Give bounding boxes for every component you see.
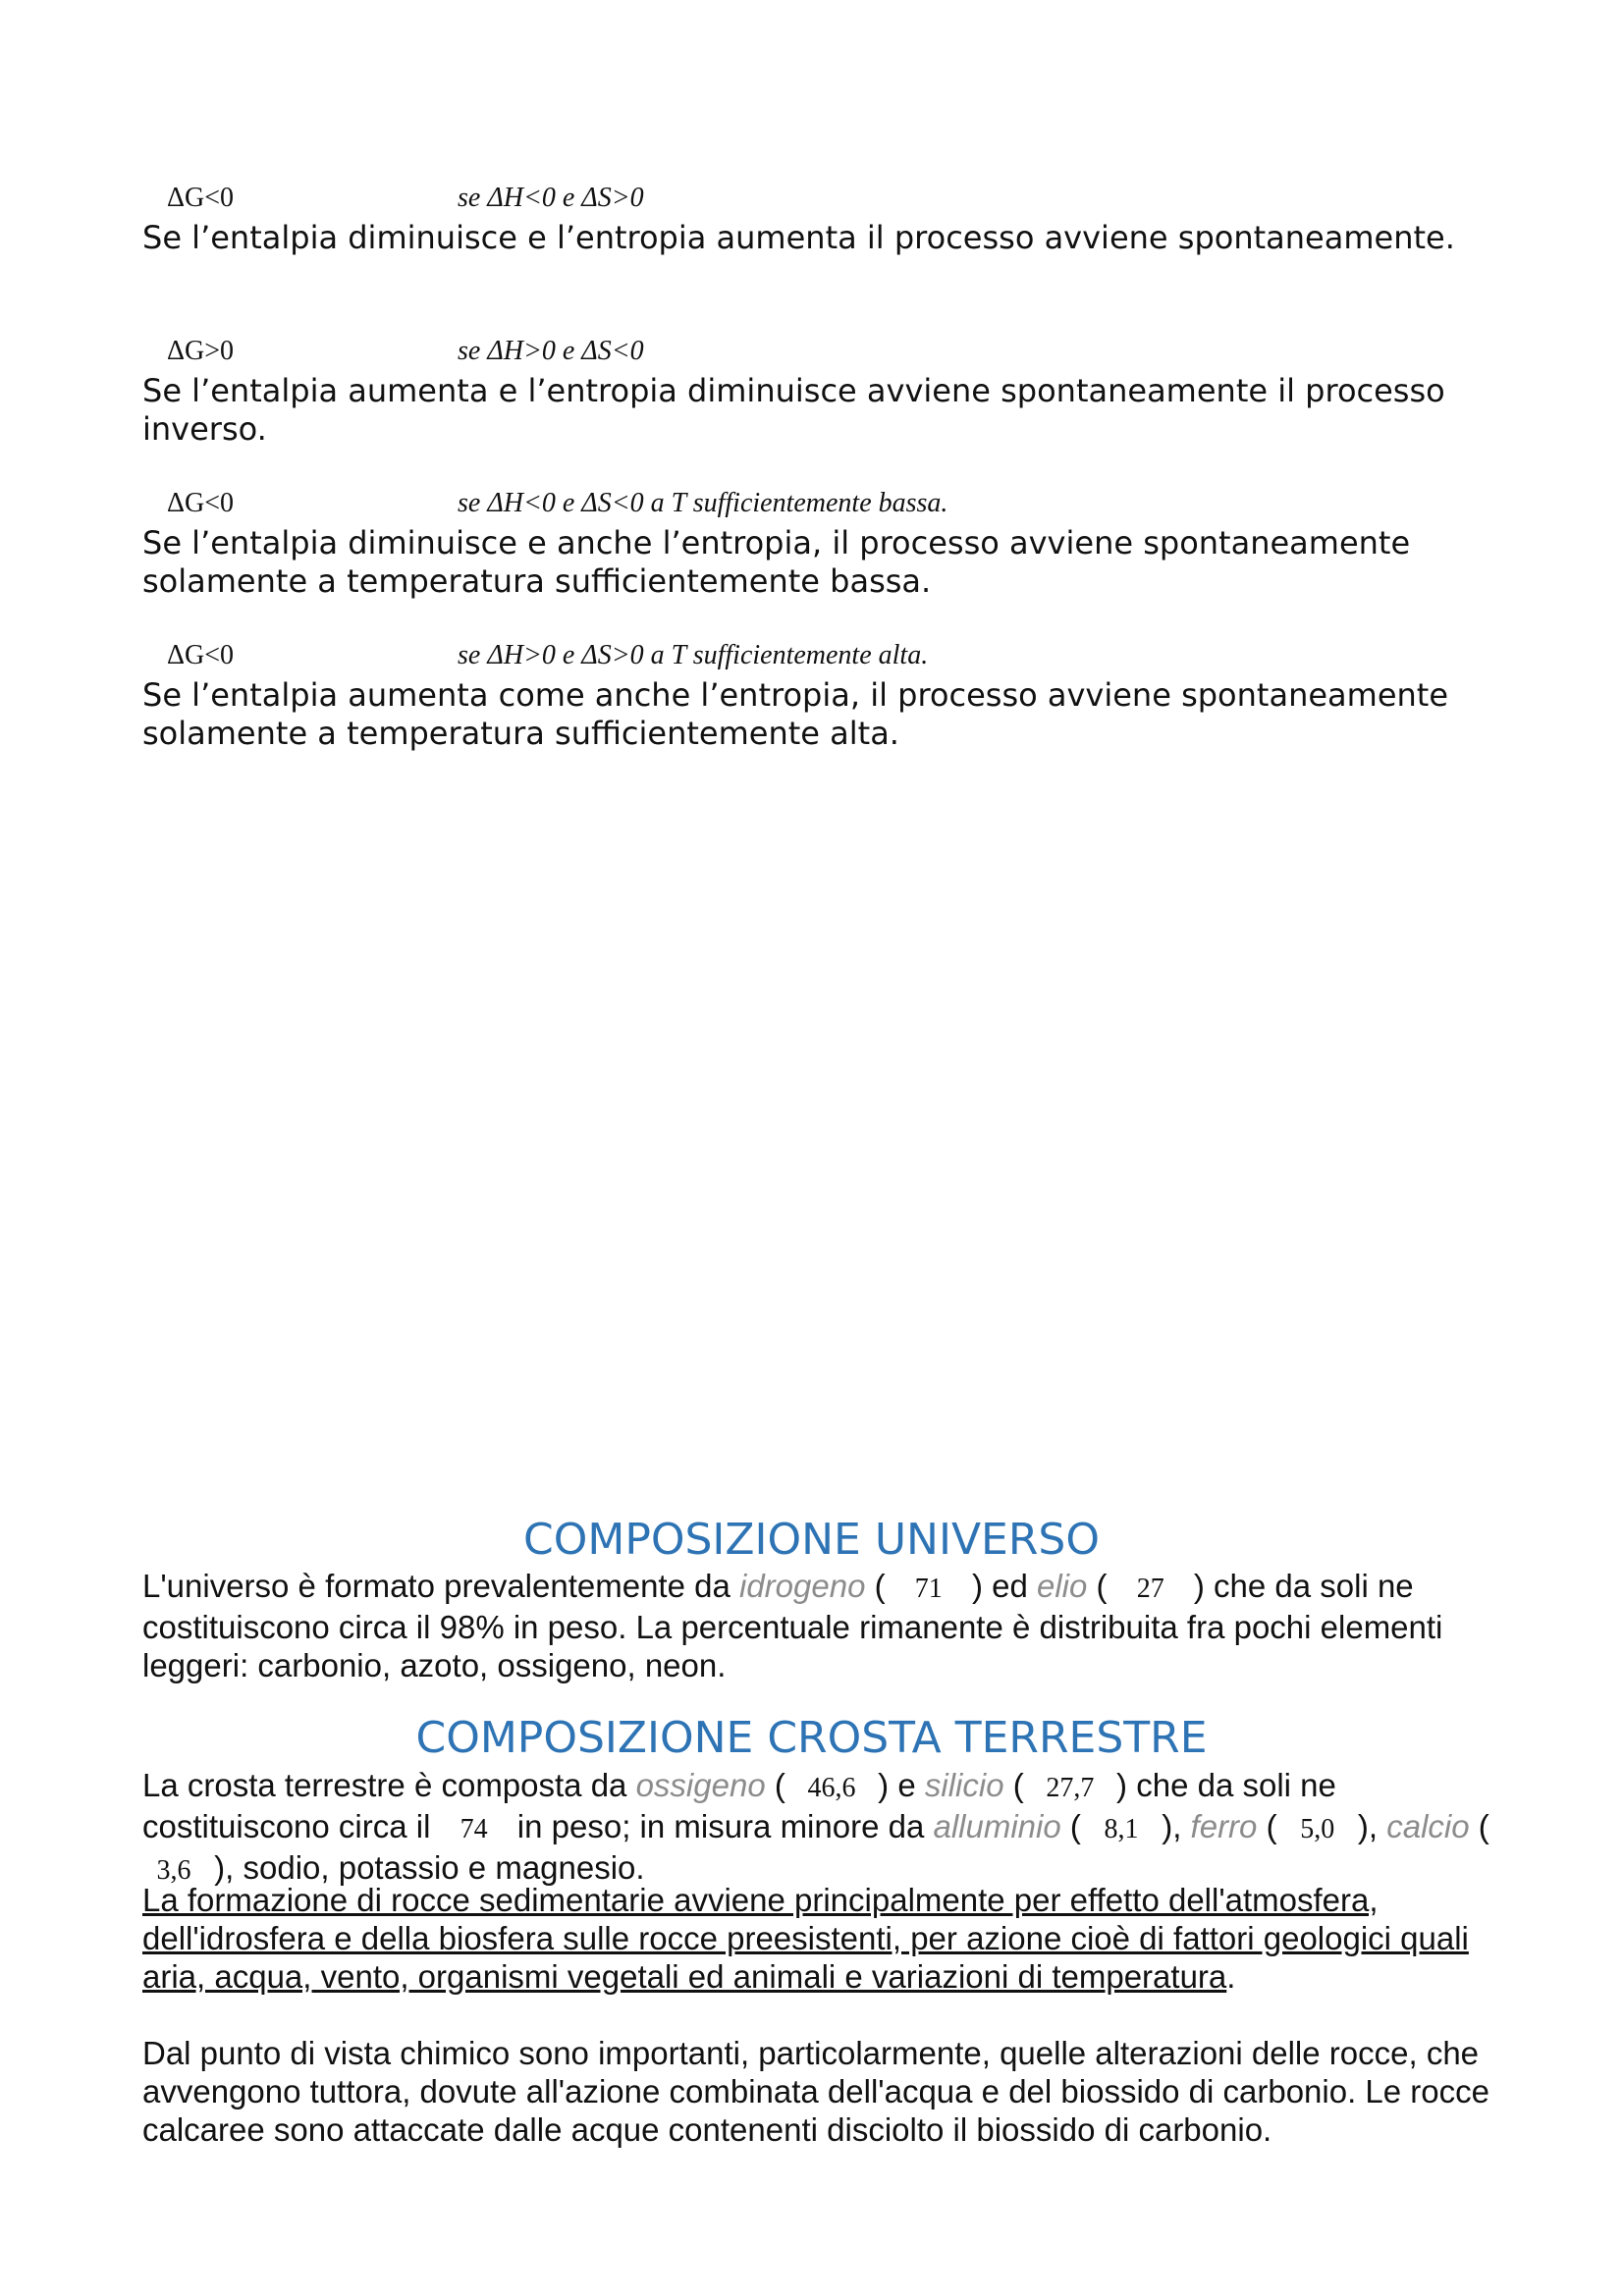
element-silicio: silicio — [924, 1767, 1004, 1803]
formula-rhs: se ΔH>0 e ΔS<0 — [458, 336, 644, 366]
condition-text: Se l’entalpia diminuisce e l’entropia aumenta il processo avviene spontaneamente. — [142, 219, 1455, 256]
element-elio: elio — [1036, 1568, 1088, 1604]
element-ferro: ferro — [1190, 1808, 1258, 1844]
value-total: 74 — [460, 1814, 488, 1844]
heading-crosta: COMPOSIZIONE CROSTA TERRESTRE — [415, 1713, 1208, 1763]
crosta-paragraph: La crosta terrestre è composta da ossigeno ( 46,6 ) e silicio ( 27,7 ) che da soli ne costituiscono circa il 74 in peso; in misura minore da alluminio ( 8,1 ), ferro ( 5,0 ), calcio ( 3,6 ), sodio, potassio e magnesio. — [142, 1766, 1497, 1890]
condition-text: Se l’entalpia aumenta come anche l’entropia, il processo avviene spontaneamente solamente a temperatura sufficientemente alta. — [142, 676, 1449, 752]
element-idrogeno: idrogeno — [739, 1568, 866, 1604]
element-calcio: calcio — [1386, 1808, 1470, 1844]
formula-lhs: ΔG>0 — [167, 336, 235, 366]
value-silicio: 27,7 — [1046, 1773, 1095, 1803]
value-alluminio: 8,1 — [1104, 1814, 1139, 1844]
formula-rhs: se ΔH<0 e ΔS>0 — [458, 183, 644, 213]
heading-universo: COMPOSIZIONE UNIVERSO — [523, 1515, 1100, 1565]
formula-lhs: ΔG<0 — [167, 640, 235, 670]
formula-lhs: ΔG<0 — [167, 183, 235, 213]
value-ferro: 5,0 — [1300, 1814, 1335, 1844]
formula-rhs: se ΔH<0 e ΔS<0 a T sufficientemente bassa. — [458, 488, 948, 518]
condition-text: Se l’entalpia diminuisce e anche l’entropia, il processo avviene spontaneamente solamente a temperatura sufficientemente bassa. — [142, 524, 1411, 600]
element-ossigeno: ossigeno — [635, 1767, 766, 1803]
formula-rhs: se ΔH>0 e ΔS>0 a T sufficientemente alta. — [458, 640, 929, 670]
value-ossigeno: 46,6 — [807, 1773, 856, 1803]
value-idrogeno: 71 — [914, 1574, 943, 1604]
chemical-paragraph: Dal punto di vista chimico sono importanti, particolarmente, quelle alterazioni delle rocce, che avvengono tuttora, dovute all'azione combinata dell'acqua e del biossido di carbonio. Le rocce calcaree sono attaccate dalle acque contenenti disciolto il biossido di carbonio. — [142, 2035, 1489, 2148]
universo-paragraph: L'universo è formato prevalentemente da idrogeno ( 71 ) ed elio ( 27 ) che da soli ne costituiscono circa il 98% in peso. La percentuale rimanente è distribuita fra pochi elementi leggeri: carbonio, azoto, ossigeno, neon. — [142, 1568, 1443, 1683]
formula-lhs: ΔG<0 — [167, 488, 235, 518]
sedimentary-paragraph: La formazione di rocce sedimentarie avviene principalmente per effetto dell'atmosfera, dell'idrosfera e della biosfera sulle rocce preesistenti, per azione cioè di fattori geologici quali aria, acqua, vento, organismi vegetali ed animali e variazioni di temperatura. — [142, 1882, 1469, 1995]
value-calcio: 3,6 — [156, 1855, 191, 1886]
value-elio: 27 — [1136, 1574, 1164, 1604]
condition-text: Se l’entalpia aumenta e l’entropia diminuisce avviene spontaneamente il processo inverso. — [142, 372, 1445, 448]
element-alluminio: alluminio — [933, 1808, 1061, 1844]
underlined-text: La formazione di rocce sedimentarie avviene principalmente per effetto dell'atmosfera, dell'idrosfera e della biosfera sulle rocce preesistenti, per azione cioè di fattori geologici quali aria, acqua, vento, organismi vegetali ed animali e variazioni di temperatura — [142, 1882, 1469, 1995]
